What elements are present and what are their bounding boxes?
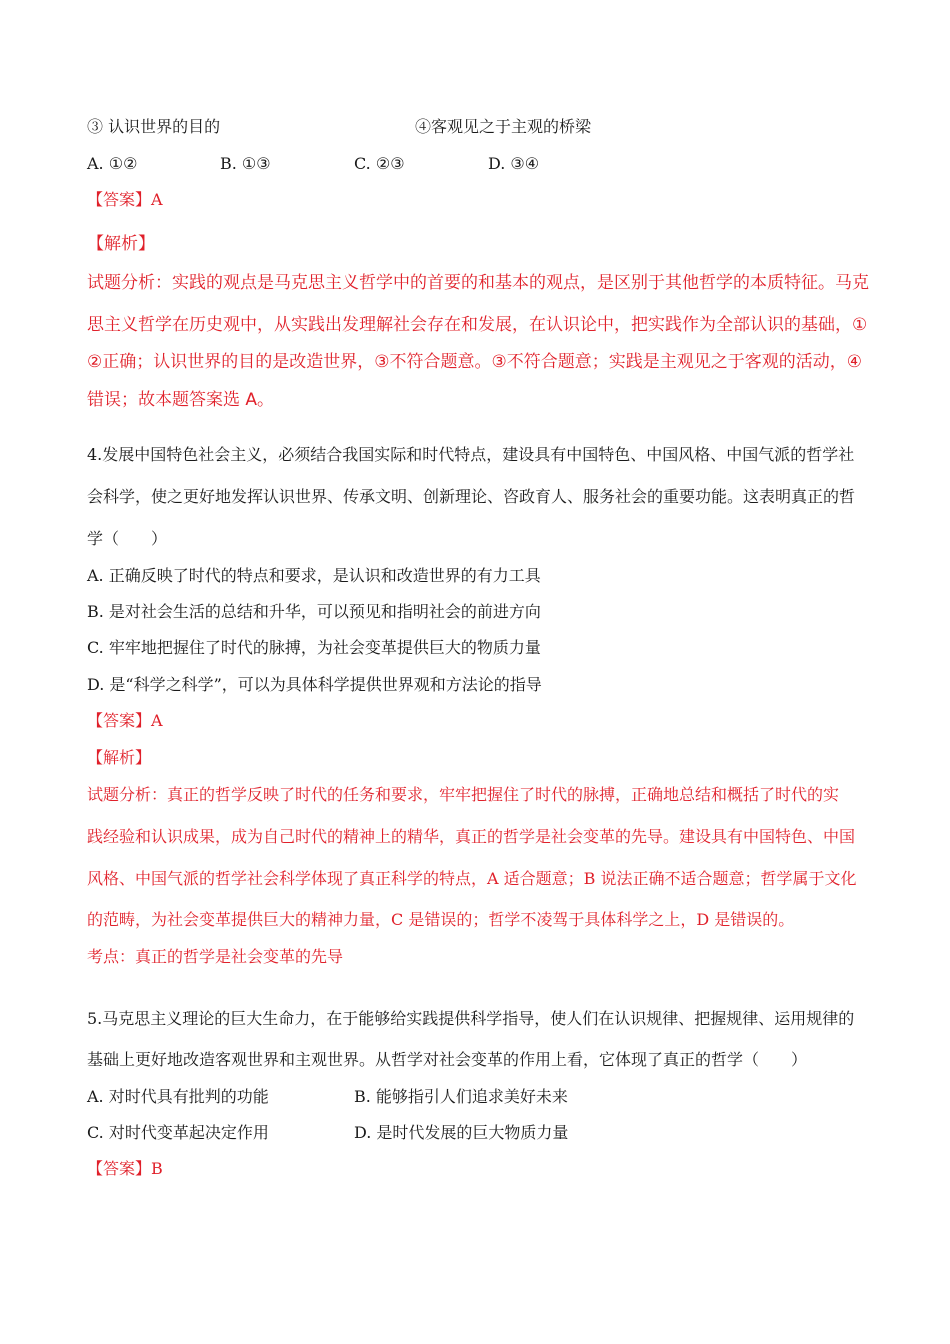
answer-label: 【答案】	[87, 1159, 152, 1178]
q5-option-d: D. 是时代发展的巨大物质力量	[354, 1123, 569, 1142]
q5-option-c: C. 对时代变革起决定作用	[87, 1123, 269, 1142]
q3-option-c: C. ②③	[354, 154, 405, 173]
q5-stem-line-1: 5.马克思主义理论的巨大生命力，在于能够给实践提供科学指导，使人们在认识规律、把握规律、运用规律的	[87, 1009, 855, 1028]
q3-item-4: ④客观见之于主观的桥梁	[415, 117, 592, 136]
q4-option-b: B. 是对社会生活的总结和升华，可以预见和指明社会的前进方向	[87, 602, 541, 621]
q3-analysis-line-4: 错误；故本题答案选 A。	[87, 390, 275, 410]
q4-analysis-line-1: 试题分析：真正的哲学反映了时代的任务和要求，牢牢把握住了时代的脉搏，正确地总结和概括了时代的实	[87, 785, 840, 804]
q4-stem-line-3: 学（ ）	[87, 529, 168, 548]
q5-option-b: B. 能够指引人们追求美好未来	[354, 1087, 568, 1106]
answer-value: A	[151, 711, 163, 730]
q5-option-a: A. 对时代具有批判的功能	[87, 1087, 269, 1106]
answer-label: 【答案】	[87, 711, 152, 730]
q4-analysis-line-4: 的范畴，为社会变革提供巨大的精神力量，C 是错误的；哲学不凌驾于具体科学之上，D 是错误的。	[87, 910, 795, 929]
answer-label: 【答案】	[87, 190, 152, 209]
q3-analysis-line-3: ②正确；认识世界的目的是改造世界，③不符合题意。③不符合题意；实践是主观见之于客观的活动，④	[87, 352, 862, 372]
q3-option-b: B. ①③	[220, 154, 271, 173]
q3-option-a: A. ①②	[87, 154, 138, 173]
q4-kaodian: 考点：真正的哲学是社会变革的先导	[87, 947, 344, 966]
q4-option-a: A. 正确反映了时代的特点和要求，是认识和改造世界的有力工具	[87, 566, 541, 585]
q4-analysis-line-2: 践经验和认识成果，成为自己时代的精神上的精华，真正的哲学是社会变革的先导。建设具有中国特色、中国	[87, 827, 856, 846]
q4-option-d: D. 是“科学之科学”，可以为具体科学提供世界观和方法论的指导	[87, 675, 542, 694]
q5-answer	[87, 1159, 163, 1179]
q3-answer	[87, 190, 163, 210]
q4-option-c: C. 牢牢地把握住了时代的脉搏，为社会变革提供巨大的物质力量	[87, 638, 541, 657]
q4-analysis-label: 【解析】	[87, 748, 152, 767]
q5-stem-line-2: 基础上更好地改造客观世界和主观世界。从哲学对社会变革的作用上看，它体现了真正的哲学（ ）	[87, 1050, 808, 1069]
q4-stem-line-1: 4.发展中国特色社会主义，必须结合我国实际和时代特点，建设具有中国特色、中国风格、中国气派的哲学社	[87, 445, 855, 464]
answer-value: B	[151, 1159, 163, 1178]
q4-stem-line-2: 会科学，使之更好地发挥认识世界、传承文明、创新理论、咨政育人、服务社会的重要功能。这表明真正的哲	[87, 487, 856, 506]
q4-answer	[87, 711, 163, 731]
q3-option-d: D. ③④	[488, 154, 540, 173]
q3-analysis-line-2: 思主义哲学在历史观中，从实践出发理解社会存在和发展，在认识论中，把实践作为全部认识的基础，①	[87, 315, 868, 335]
q3-analysis-label: 【解析】	[87, 234, 155, 254]
answer-value: A	[151, 190, 163, 209]
q3-analysis-line-1: 试题分析：实践的观点是马克思主义哲学中的首要的和基本的观点，是区别于其他哲学的本质特征。马克	[87, 273, 869, 293]
q4-analysis-line-3: 风格、中国气派的哲学社会科学体现了真正科学的特点，A 适合题意；B 说法正确不适合题意；哲学属于文化	[87, 869, 857, 888]
q3-item-3: ③ 认识世界的目的	[87, 117, 221, 136]
